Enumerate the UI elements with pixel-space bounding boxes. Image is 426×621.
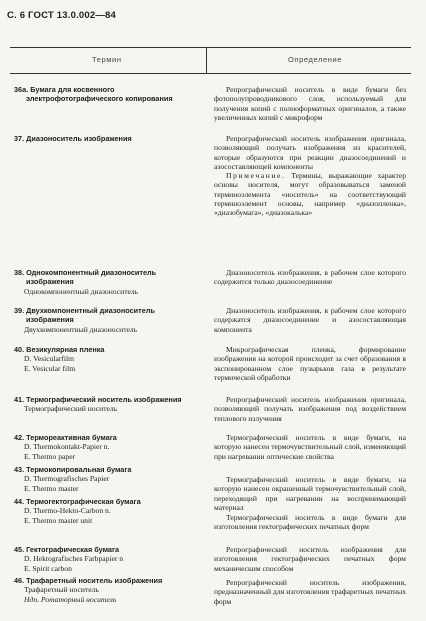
term-45 [14,545,204,573]
term-foreign-en: E. Thermo master [24,483,79,493]
definition-43 [214,475,406,512]
definition-37 [214,134,406,218]
term-title: 46. Трафаретный носитель изображения [14,576,163,585]
term-title: 44. Термогектографическая бумага [14,497,141,506]
definition-text: Репрографический носитель изображения оригинала, позволяющий получать изображения из красителей, которые образуются при реакции диазосоединений и азосоставляющей компоненты [214,134,406,171]
note-text: Термины, выражающие характер основы носителя, могут образовываться заменой терминоэлемента «носитель» на соответствующий терминоэлемент основы, например «диазопленка», «диазобумага», «диазокалька» [214,171,406,218]
note-label: Примечание. [226,171,286,181]
term-39 [14,306,204,334]
definition-44 [214,513,406,532]
definition-text: Диазоноситель изображения, в рабочем слое которого содержится только диазосоединение [214,268,406,287]
term-synonym: Двухкомпонентный диазоноситель [24,324,138,334]
term-synonym: Однокомпонентный диазоноситель [24,286,139,296]
page-header: С. 6 ГОСТ 13.0.002—84 [7,10,117,21]
term-foreign-en: E. Thermo master unit [24,515,93,525]
column-header-term: Термин [92,55,122,64]
definition-38 [214,268,406,287]
term-synonym: Трафаретный носитель [24,585,99,595]
definition-note [214,171,406,217]
term-title: 38. Однокомпонентный диазоноситель изображения [14,268,157,287]
definition-41 [214,395,406,423]
definition-text: Репрографический носитель изображения, предназначенный для изготовления трафаретных печатных форм [214,578,406,606]
term-41 [14,395,204,414]
table-top-rule [10,47,411,48]
definition-45 [214,545,406,573]
definition-text: Термографический носитель в виде бумаги для изготовления гектографических печатных форм [214,513,406,532]
term-42 [14,433,204,461]
definition-text: Термографический носитель в виде бумаги, на которую нанесен термочувствительный слой, изменяющий при нагревании оптические свойства [214,433,406,461]
term-foreign-de: D. Thermografisches Papier [24,474,110,484]
term-foreign-en: E. Thermo paper [24,451,76,461]
term-synonym: Термографический носитель [24,404,118,414]
definition-text: Термографический носитель в виде бумаги, на которую нанесен окрашенный термочувствительный слой, переходящий при нагревании на воспринимающий материал [214,475,406,512]
term-40 [14,345,204,373]
definition-text: Микрографическая пленка, формирование изображения на которой происходит за счет образования в экспонированном слое пузырьков газа в результате термической обработки [214,345,406,382]
definition-42 [214,433,406,461]
definition-46 [214,578,406,606]
definition-text: Репрографический носитель в виде бумаги без фотополупроводникового слоя, используемый для получения копий с полноформатных оригиналов, а также увеличенных копий с микроформ [214,85,406,122]
term-foreign-de: D. Hektografisches Farbpapier n [24,554,124,564]
term-foreign-de: D. Thermokontakt-Papier n. [24,442,110,452]
term-title: 43. Термокопировальная бумага [14,465,132,474]
term-title: 40. Везикулярная пленка [14,345,105,354]
table-header-rule [10,73,411,74]
column-header-definition: Определение [288,55,343,64]
definition-40 [214,345,406,382]
definition-36a [214,85,406,122]
term-36a [14,85,204,104]
term-46 [14,576,204,604]
term-38 [14,268,204,296]
definition-text: Репрографический носитель изображения оригинала, позволяющий получать изображения под воздействием теплового излучения [214,395,406,423]
term-43 [14,465,204,493]
definition-39 [214,306,406,334]
term-37 [14,134,204,143]
definition-text: Репрографический носитель изображения для изготовления гектографических печатных форм механическим способом [214,545,406,573]
term-title: 45. Гектографическая бумага [14,545,120,554]
term-44 [14,497,204,525]
term-foreign-en: E. Vesicular film [24,363,76,373]
column-divider [206,47,207,73]
term-foreign-de: D. Vesicularfilm [24,354,75,364]
term-title: 39. Двухкомпонентный диазоноситель изображения [14,306,155,325]
term-foreign-de: D. Thermo-Hekto-Carbon n. [24,506,111,516]
term-title: 41. Термографический носитель изображения [14,395,182,404]
term-deprecated: Ндп. Ротаторный носитель [24,594,117,604]
term-title: 37. Диазоноситель изображения [14,134,132,143]
term-title: 36а. Бумага для косвенного электрофотографического копирования [14,85,173,104]
definition-text: Диазоноситель изображения, в рабочем слое которого содержатся диазосоединение и азосоставляющая компонента [214,306,406,334]
term-foreign-en: E. Spirit carbon [24,563,72,573]
term-title: 42. Термореактивная бумага [14,433,117,442]
